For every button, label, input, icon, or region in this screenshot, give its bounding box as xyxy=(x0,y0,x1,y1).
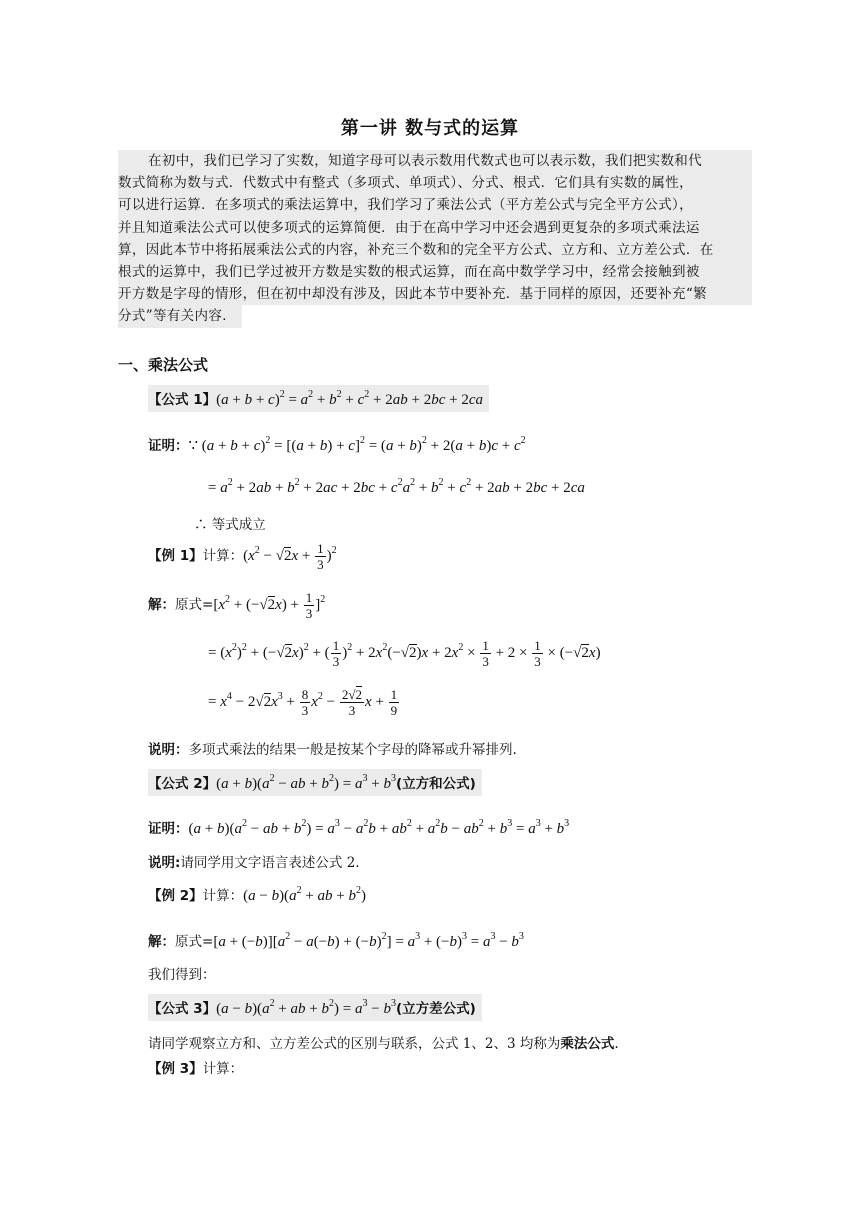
solution-2 xyxy=(148,930,524,951)
example-2 xyxy=(148,884,366,905)
calc-label: 计算： xyxy=(202,547,244,564)
example-2-expression: $(a - b)(a^2$ + ab + $b^2$) xyxy=(243,885,366,904)
original-label: 原式= xyxy=(175,934,214,950)
note-1 xyxy=(148,738,517,758)
formula-2-name: (立方和公式) xyxy=(395,776,476,792)
intro-line: 分式”等有关内容． xyxy=(118,305,242,327)
original-label: 原式= xyxy=(175,596,214,613)
example-1 xyxy=(148,541,337,572)
formula-3-expression: $(a - b)(a^2$ + ab + $b^2) = a^3 - b^3$ xyxy=(216,998,396,1017)
therefore-statement: ∴ 等式成立 xyxy=(194,517,266,533)
solution-label: 解： xyxy=(148,934,175,950)
formula-2 xyxy=(148,769,482,796)
example-3 xyxy=(148,1057,243,1077)
calc-label: 计算： xyxy=(202,888,244,904)
intro-line: 根式的运算中，我们已学过被开方数是实数的根式运算，而在高中数学学习中，经常会接触到被 xyxy=(118,261,752,283)
intro-line: 可以进行运算．在多项式的乘法运算中，我们学习了乘法公式（平方差公式与完全平方公式）， xyxy=(118,194,752,216)
formula-3 xyxy=(148,994,482,1021)
example-1-label: 【例 1】 xyxy=(148,547,203,564)
proof-2-expression: $(a + b)(a^2$ − ab + $b^2) = a^3 - a^2b + ab^2 + a^2b - ab^2 + b^3 = a^3 + b^3$ xyxy=(188,818,570,837)
proof-1-line-2: = $a^2 + 2ab + b^2 + 2ac + 2bc + c^2a^2 + b^2 + c^2 + 2ab + 2bc + 2ca$ xyxy=(208,477,585,496)
note-2 xyxy=(148,851,360,871)
solution-1-line-3: = $x^4 - 2√2x^3$ + $\frac{8}{3}$ $x^2$ − $\frac{2√2}{3}$ x + $\frac{1}{9}$ xyxy=(208,687,398,718)
proof-label: 证明： xyxy=(148,438,189,454)
proof-1-line-1 xyxy=(148,434,526,455)
intro-line: 并且知道乘法公式可以使多项式的运算简便．由于在高中学习中还会遇到更复杂的多项式乘法运 xyxy=(118,217,752,239)
formula-1-label: 【公式 1】 xyxy=(148,392,217,408)
calc-label: 计算： xyxy=(202,1061,244,1077)
compare-text-end: . xyxy=(614,1036,619,1052)
formula-1 xyxy=(148,385,489,412)
we-get-text: 我们得到： xyxy=(148,967,216,983)
intro-paragraph xyxy=(118,150,752,332)
example-2-label: 【例 2】 xyxy=(148,888,203,904)
note-text: 多项式乘法的结果一般是按某个字母的降幂或升幂排列. xyxy=(188,742,517,758)
section-heading: 一、乘法公式 xyxy=(118,356,209,374)
note-label: 说明: xyxy=(148,855,181,871)
intro-line: 算，因此本节中将拓展乘法公式的内容，补充三个数和的完全平方公式、立方和、立方差公式．在 xyxy=(118,239,752,261)
proof-2 xyxy=(148,817,569,838)
example-3-label: 【例 3】 xyxy=(148,1061,203,1077)
formula-3-label: 【公式 3】 xyxy=(148,1001,217,1017)
compare-text-bold: 乘法公式 xyxy=(560,1036,615,1052)
intro-line: 开方数是字母的情形，但在初中却没有涉及，因此本节中要补充．基于同样的原因，还要补充“繁 xyxy=(118,283,752,305)
proof-1-expression: ∵ $(a + b + c)^2 = [(a + b) + c]^2 = (a + b)^2 + 2(a + b)c + c^2$ xyxy=(188,435,526,454)
solution-1-expression-1: [$x^2 + (-√2x)$ + $\frac{1}{3}$ ]$^2$ xyxy=(213,590,326,621)
intro-line: 数式简称为数与式．代数式中有整式（多项式、单项式）、分式、根式．它们具有实数的属性， xyxy=(118,172,752,194)
page-title: 第一讲 数与式的运算 xyxy=(340,118,520,139)
solution-2-expression: $[a + (-b)][a^2 - a(-b) + (-b)^2] = a^3 + (-b)^3 = a^3 - b^3$ xyxy=(213,931,524,950)
note-2-text: 请同学用文字语言表述公式 2. xyxy=(180,855,360,871)
formula-2-label: 【公式 2】 xyxy=(148,776,217,792)
compare-text-body: 请同学观察立方和、立方差公式的区别与联系，公式 1、2、3 均称为 xyxy=(148,1036,561,1052)
formula-2-expression: $(a + b)(a^2$ − ab + $b^2) = a^3 + b^3$ xyxy=(216,773,396,792)
solution-label: 解： xyxy=(148,596,175,613)
formula-3-name: (立方差公式) xyxy=(395,1001,476,1017)
solution-1-line-1 xyxy=(148,590,325,621)
solution-1-line-2: = $(x^2)^2 + (-√2x)^2$ + ( $\frac{1}{3}$ )$^2 + 2x^2(-√2)x + 2x^2$ × $\frac{1}{3}$ + 2 × $\frac{1}{3}$ × (−√2x) xyxy=(208,638,601,669)
compare-text xyxy=(148,1032,619,1052)
example-1-expression: ($x^2 - √2x$ + $\frac{1}{3}$ )$^2$ xyxy=(243,541,337,572)
formula-1-expression: $(a + b + c)^2 = a^2 + b^2 + c^2 + 2ab + 2bc + 2ca$ xyxy=(216,389,484,408)
note-label: 说明： xyxy=(148,742,189,758)
proof-label: 证明： xyxy=(148,821,189,837)
intro-line: 在初中，我们已学习了实数，知道字母可以表示数用代数式也可以表示数，我们把实数和代 xyxy=(118,150,752,172)
